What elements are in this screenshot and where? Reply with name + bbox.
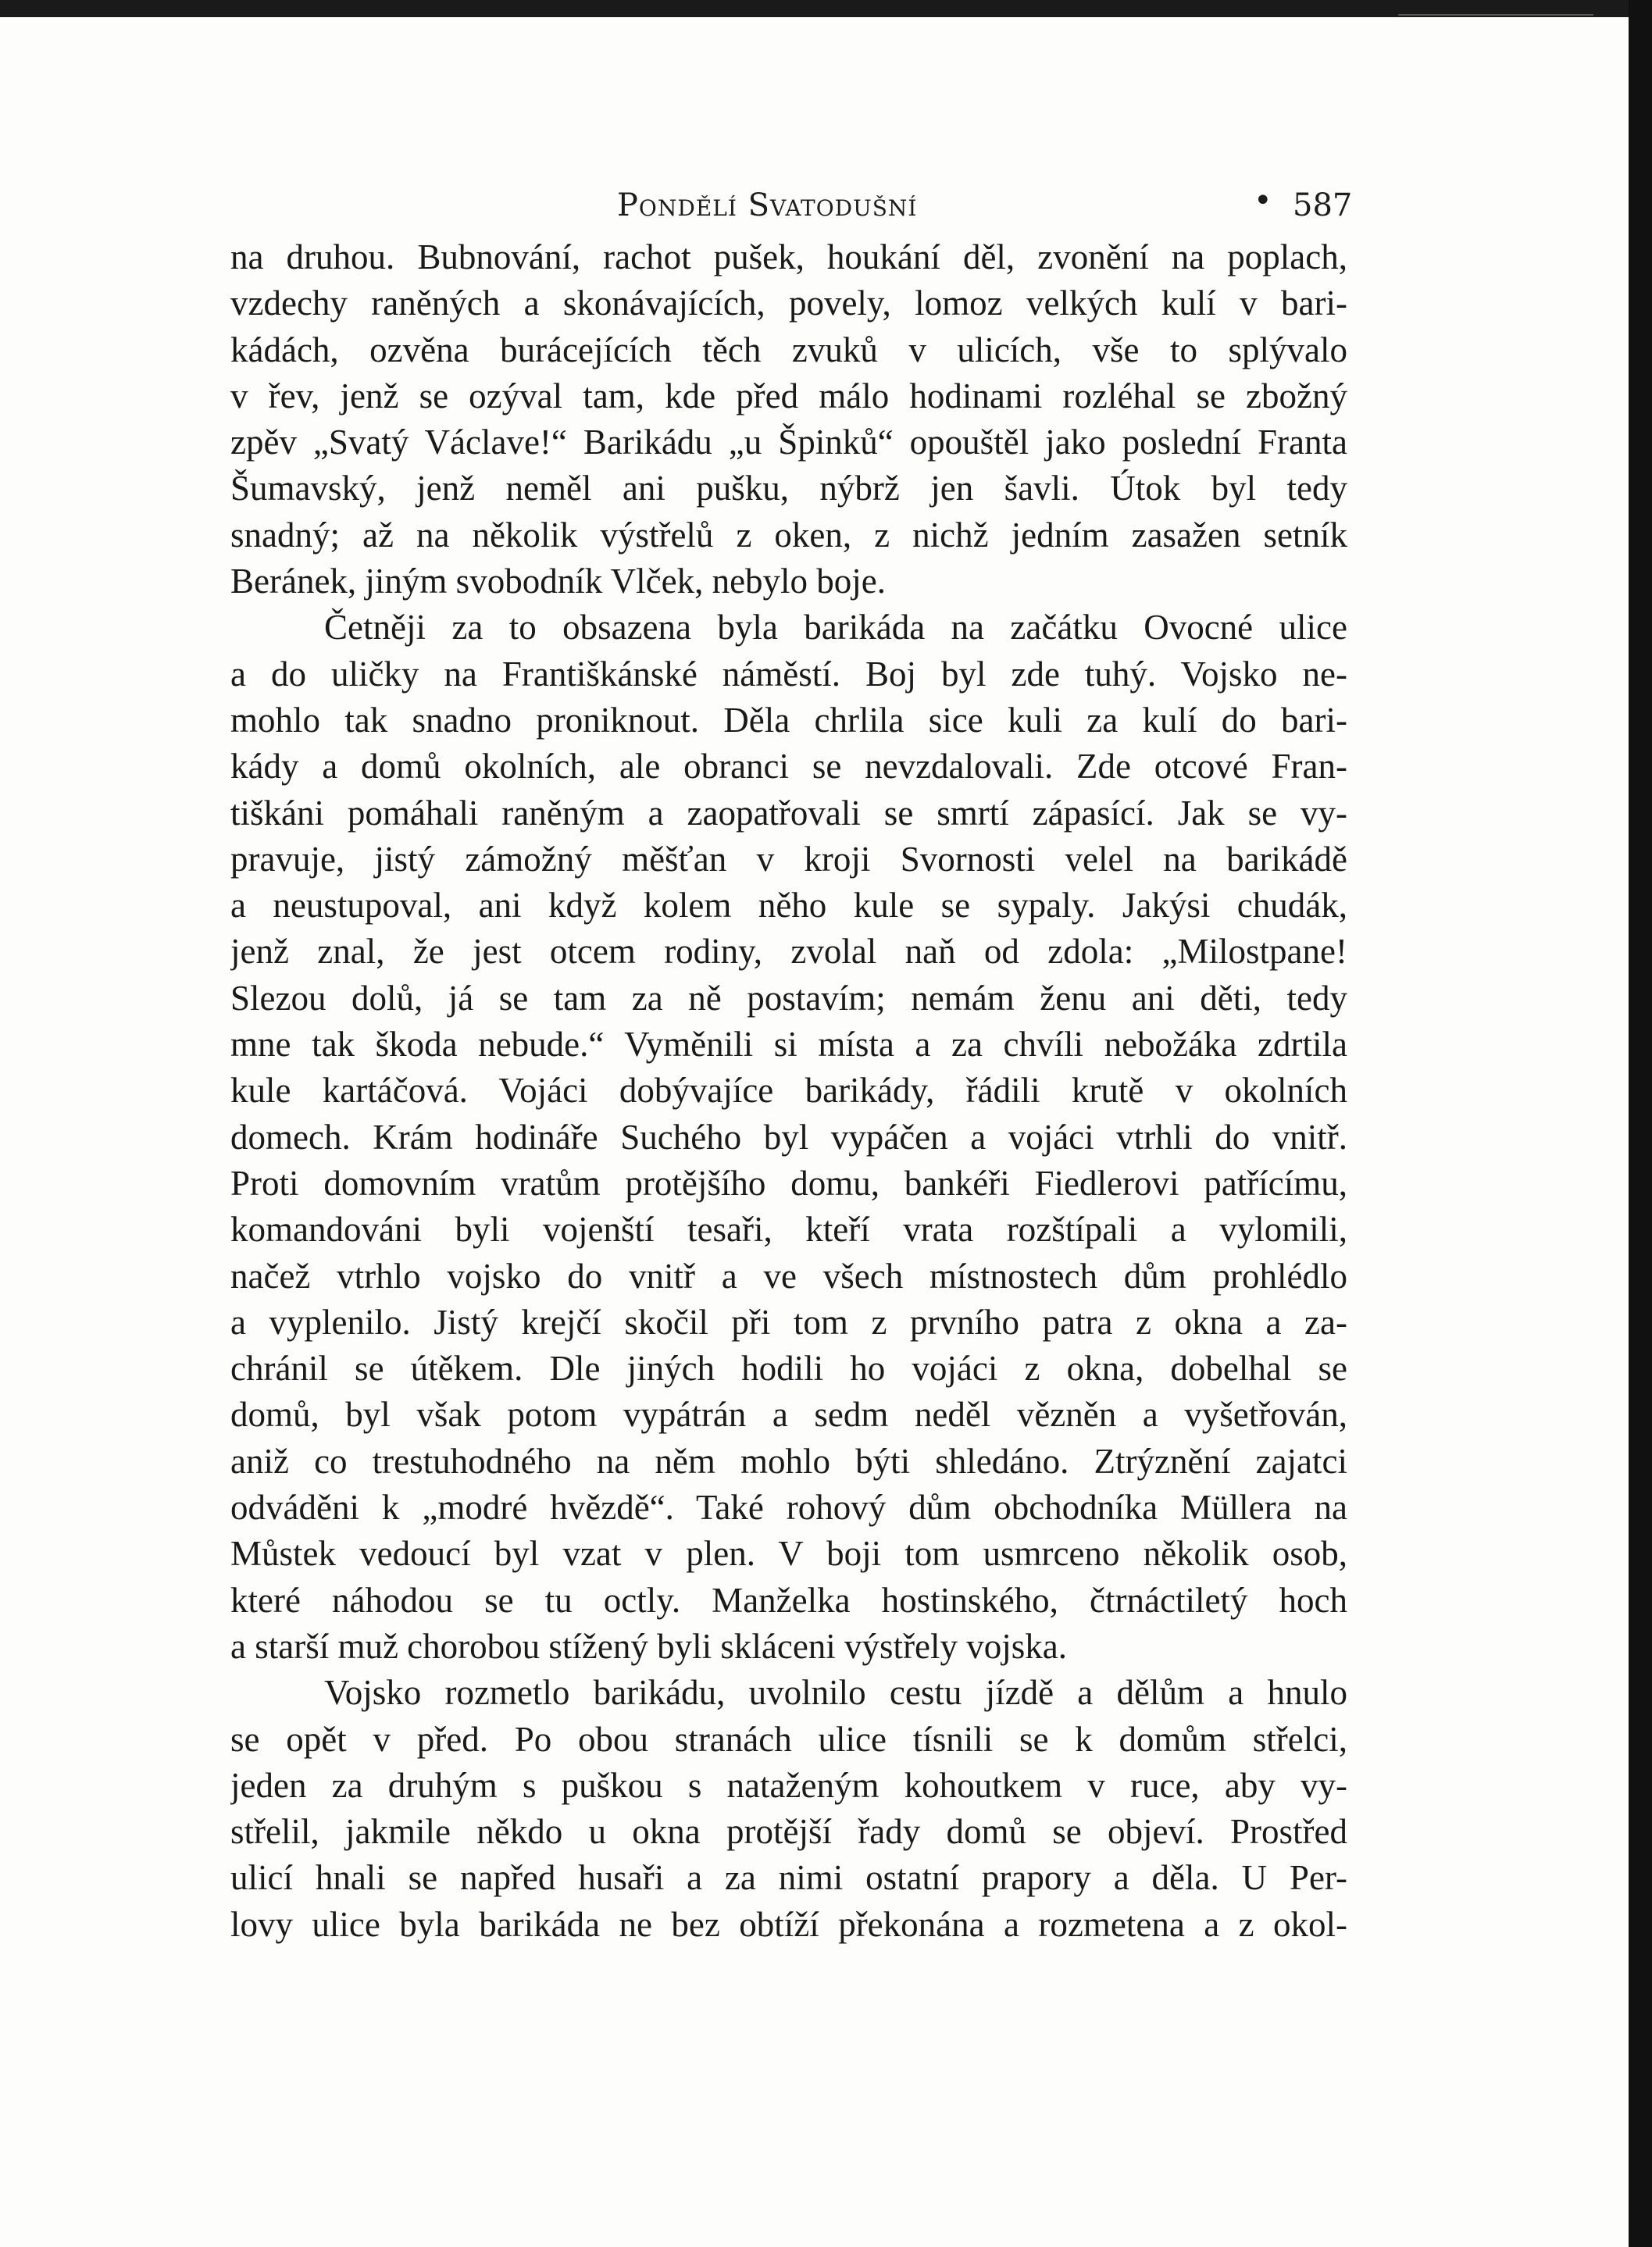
- scan-artifact: [1398, 14, 1593, 16]
- text-line: na druhou. Bubnování, rachot pušek, houkání děl, zvonění na poplach,: [230, 237, 1347, 276]
- text-line: kády a domů okolních, ale obranci se nevzdalovali. Zde otcové Fran-: [230, 747, 1347, 786]
- text-line: mne tak škoda nebude.“ Vyměnili si místa a za chvíli nebožáka zdrtila: [230, 1025, 1347, 1065]
- text-line: Slezou dolů, já se tam za ně postavím; nemám ženu ani děti, tedy: [230, 978, 1347, 1018]
- running-head: [0, 183, 1629, 234]
- text-line: které náhodou se tu octly. Manželka hostinského, čtrnáctiletý hoch: [230, 1580, 1347, 1620]
- paragraph-1: [230, 234, 1347, 605]
- text-line: lovy ulice byla barikáda ne bez obtíží překonána a rozmetena a z okol-: [230, 1904, 1347, 1944]
- text-line: ulicí hnali se napřed husaři a za nimi ostatní prapory a děla. U Per-: [230, 1858, 1347, 1898]
- text-line: a starší muž chorobou stížený byli skláceni výstřely vojska.: [230, 1626, 1068, 1666]
- text-line: Beránek, jiným svobodník Vlček, nebylo boje.: [230, 562, 887, 601]
- text-line: kádách, ozvěna burácejících těch zvuků v ulicích, vše to splývalo: [230, 330, 1347, 369]
- scan-border: [1629, 0, 1652, 2247]
- text-line: se opět v před. Po obou stranách ulice tísnili se k domům střelci,: [230, 1719, 1347, 1759]
- text-line: v řev, jenž se ozýval tam, kde před málo hodinami rozléhal se zbožný: [230, 376, 1347, 416]
- text-line: snadný; až na několik výstřelů z oken, z nichž jedním zasažen setník: [230, 515, 1347, 555]
- page-number: 587: [1293, 187, 1353, 223]
- text-line: tiškáni pomáhali raněným a zaopatřovali se smrtí zápasící. Jak se vy-: [230, 793, 1347, 833]
- text-line: a vyplenilo. Jistý krejčí skočil při tom z prvního patra z okna a za-: [230, 1302, 1347, 1342]
- running-title: Pondělí Svatodušní: [617, 187, 918, 223]
- paragraph-2: [230, 605, 1347, 1670]
- running-head-marker: •: [1254, 183, 1272, 219]
- text-line: Můstek vedoucí byl vzat v plen. V boji tom usmrceno několik osob,: [230, 1534, 1347, 1574]
- text-line: odváděni k „modré hvězdě“. Také rohový dům obchodníka Müllera na: [230, 1488, 1347, 1528]
- text-line: chránil se útěkem. Dle jiných hodili ho vojáci z okna, dobelhal se: [230, 1349, 1347, 1389]
- text-line: komandováni byli vojenští tesaři, kteří vrata rozštípali a vylomili,: [230, 1210, 1347, 1250]
- text-line: střelil, jakmile někdo u okna protější řady domů se objeví. Prostřed: [230, 1812, 1347, 1852]
- text-line: jenž znal, že jest otcem rodiny, zvolal naň od zdola: „Milostpane!: [230, 932, 1347, 972]
- text-line: Vojsko rozmetlo barikádu, uvolnilo cestu jízdě a dělům a hnulo: [324, 1673, 1347, 1713]
- book-page: [0, 17, 1629, 2247]
- body-text: [230, 234, 1347, 1948]
- text-line: a do uličky na Františkánské náměstí. Boj byl zde tuhý. Vojsko ne-: [230, 654, 1347, 694]
- text-line: mohlo tak snadno proniknout. Děla chrlila sice kuli za kulí do bari-: [230, 700, 1347, 740]
- text-line: domech. Krám hodináře Suchého byl vypáčen a vojáci vtrhli do vnitř.: [230, 1117, 1347, 1157]
- text-line: jeden za druhým s puškou s nataženým kohoutkem v ruce, aby vy-: [230, 1765, 1347, 1805]
- text-line: Četněji za to obsazena byla barikáda na začátku Ovocné ulice: [324, 608, 1347, 647]
- text-line: domů, byl však potom vypátrán a sedm neděl vězněn a vyšetřován,: [230, 1395, 1347, 1435]
- text-line: zpěv „Svatý Václave!“ Barikádu „u Špinků“ opouštěl jako poslední Franta: [230, 423, 1347, 462]
- text-line: a neustupoval, ani když kolem něho kule se sypaly. Jakýsi chudák,: [230, 886, 1347, 926]
- text-line: pravuje, jistý zámožný měšťan v kroji Svornosti velel na barikádě: [230, 839, 1347, 879]
- text-line: vzdechy raněných a skonávajících, povely, lomoz velkých kulí v bari-: [230, 284, 1347, 323]
- text-line: aniž co trestuhodného na něm mohlo býti shledáno. Ztrýznění zajatci: [230, 1441, 1347, 1481]
- text-line: Proti domovním vratům protějšího domu, bankéři Fiedlerovi patřícímu,: [230, 1163, 1347, 1203]
- text-line: Šumavský, jenž neměl ani pušku, nýbrž jen šavli. Útok byl tedy: [230, 469, 1347, 508]
- text-line: kule kartáčová. Vojáci dobývajíce barikády, řádili krutě v okolních: [230, 1071, 1347, 1111]
- text-line: načež vtrhlo vojsko do vnitř a ve všech místnostech dům prohlédlo: [230, 1256, 1347, 1296]
- paragraph-3: [230, 1670, 1347, 1948]
